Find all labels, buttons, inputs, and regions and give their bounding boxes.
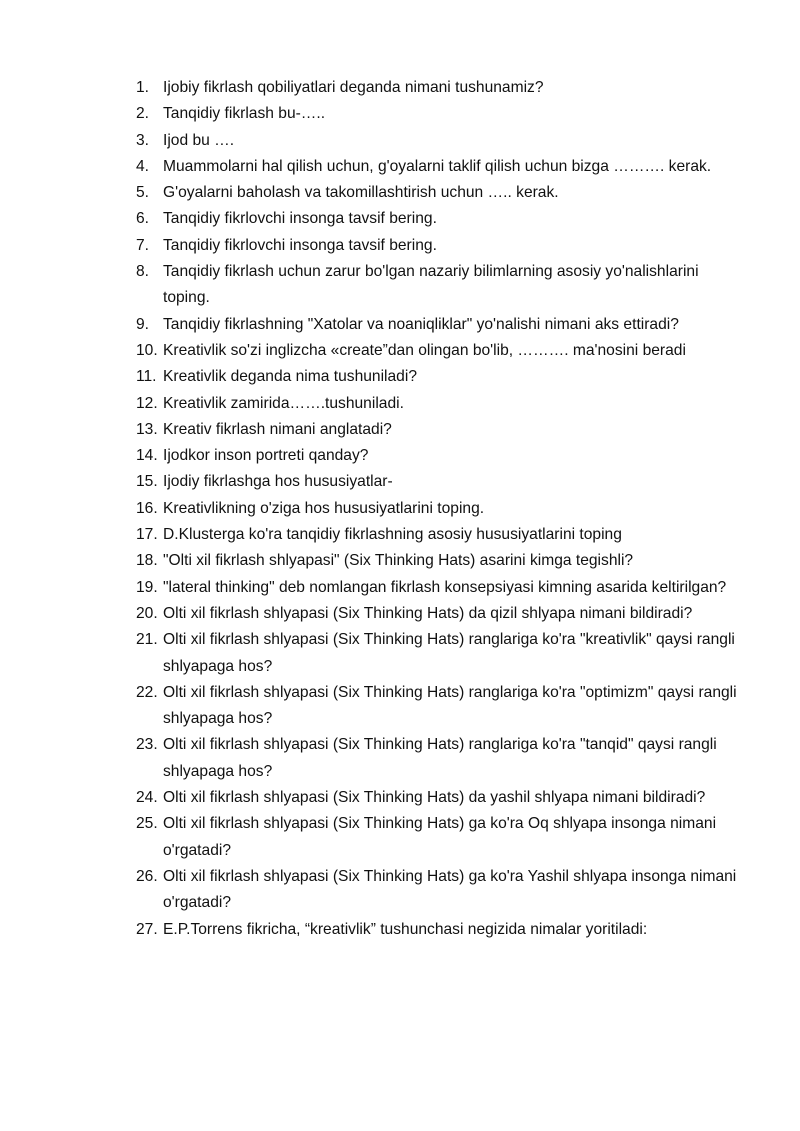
question-item bbox=[136, 627, 746, 680]
question-number: 1. bbox=[136, 79, 150, 96]
question-text: Kreativlik zamirida…….tushuniladi. bbox=[163, 394, 404, 412]
question-number: 13. bbox=[136, 420, 158, 438]
question-item bbox=[136, 206, 746, 232]
question-item bbox=[136, 443, 746, 469]
question-number: 14. bbox=[136, 447, 158, 465]
question-text: Tanqidiy fikrlovchi insonga tavsif bering. bbox=[163, 210, 437, 228]
question-number: 9. bbox=[136, 315, 150, 333]
question-text: Ijobiy fikrlash qobiliyatlari deganda nimani tushunamiz? bbox=[163, 79, 544, 96]
question-item bbox=[136, 338, 746, 364]
question-text: Kreativ fikrlash nimani anglatadi? bbox=[163, 420, 392, 438]
question-text: Olti xil fikrlash shlyapasi (Six Thinking Hats) da yashil shlyapa nimani bildiradi? bbox=[163, 789, 706, 807]
question-text: Tanqidiy fikrlash bu-….. bbox=[163, 105, 326, 123]
question-item bbox=[136, 548, 746, 574]
question-text: Ijodiy fikrlashga hos hususiyatlar- bbox=[163, 473, 393, 491]
question-number: 15. bbox=[136, 473, 158, 491]
question-item bbox=[136, 469, 746, 495]
question-text: Olti xil fikrlash shlyapasi (Six Thinking Hats) ranglariga ko'ra "kreativlik" qaysi rangli shlyapaga hos? bbox=[163, 631, 735, 675]
question-text: Ijod bu …. bbox=[163, 131, 235, 149]
question-number: 5. bbox=[136, 184, 150, 202]
question-text: Olti xil fikrlash shlyapasi (Six Thinking Hats) ranglariga ko'ra "optimizm" qaysi rangli shlyapaga hos? bbox=[163, 683, 737, 728]
question-text: Tanqidiy fikrlashning "Xatolar va noaniqliklar" yo'nalishi nimani aks ettiradi? bbox=[163, 315, 679, 333]
question-item bbox=[136, 180, 746, 206]
question-number: 4. bbox=[136, 157, 150, 175]
question-number: 23. bbox=[136, 736, 158, 754]
question-number: 22. bbox=[136, 683, 158, 701]
question-item bbox=[136, 575, 746, 601]
question-text: Kreativlikning o'ziga hos hususiyatlarini toping. bbox=[163, 499, 485, 517]
question-item bbox=[136, 128, 746, 154]
question-number: 2. bbox=[136, 105, 150, 123]
question-item bbox=[136, 154, 746, 180]
question-number: 12. bbox=[136, 394, 158, 412]
question-number: 20. bbox=[136, 604, 158, 622]
question-number: 26. bbox=[136, 867, 158, 885]
question-number: 25. bbox=[136, 815, 158, 833]
question-number: 6. bbox=[136, 210, 150, 228]
question-text: "lateral thinking" deb nomlangan fikrlash konsepsiyasi kimning asarida keltirilgan? bbox=[163, 578, 727, 596]
question-item bbox=[136, 864, 746, 917]
question-item bbox=[136, 233, 746, 259]
question-item bbox=[136, 391, 746, 417]
question-number: 10. bbox=[136, 341, 158, 359]
question-text: Olti xil fikrlash shlyapasi (Six Thinking Hats) ranglariga ko'ra "tanqid" qaysi rangli shlyapaga hos? bbox=[163, 736, 717, 780]
question-number: 7. bbox=[136, 236, 150, 254]
question-text: Olti xil fikrlash shlyapasi (Six Thinking Hats) ga ko'ra Yashil shlyapa insonga nimani o'rgatadi? bbox=[163, 867, 737, 912]
question-text: Kreativlik deganda nima tushuniladi? bbox=[163, 368, 417, 386]
question-text: G'oyalarni baholash va takomillashtirish uchun ….. kerak. bbox=[163, 184, 559, 202]
question-item bbox=[136, 259, 746, 312]
question-text: Tanqidiy fikrlovchi insonga tavsif bering. bbox=[163, 236, 437, 254]
question-number: 3. bbox=[136, 131, 150, 149]
question-item bbox=[136, 680, 746, 733]
question-number: 21. bbox=[136, 631, 158, 649]
question-number: 16. bbox=[136, 499, 158, 517]
question-text: E.P.Torrens fikricha, “kreativlik” tushunchasi negizida nimalar yoritiladi: bbox=[163, 920, 648, 938]
question-item bbox=[136, 496, 746, 522]
question-item bbox=[136, 101, 746, 127]
question-list bbox=[136, 75, 746, 943]
question-text: Ijodkor inson portreti qanday? bbox=[163, 447, 369, 465]
question-text: D.Klusterga ko'ra tanqidiy fikrlashning asosiy hususiyatlarini toping bbox=[163, 526, 622, 544]
question-text: Olti xil fikrlash shlyapasi (Six Thinking Hats) da qizil shlyapa nimani bildiradi? bbox=[163, 604, 693, 622]
question-number: 24. bbox=[136, 789, 158, 807]
question-text: Muammolarni hal qilish uchun, g'oyalarni taklif qilish uchun bizga ………. kerak. bbox=[163, 157, 712, 175]
question-text: Kreativlik so'zi inglizcha «create”dan olingan bo'lib, ………. ma'nosini beradi bbox=[163, 341, 686, 359]
question-number: 17. bbox=[136, 526, 158, 544]
question-item bbox=[136, 364, 746, 390]
question-item bbox=[136, 75, 746, 101]
question-number: 8. bbox=[136, 263, 150, 281]
question-item bbox=[136, 601, 746, 627]
question-item bbox=[136, 312, 746, 338]
question-text: Olti xil fikrlash shlyapasi (Six Thinking Hats) ga ko'ra Oq shlyapa insonga nimani o'rgatadi? bbox=[163, 815, 717, 859]
question-item bbox=[136, 417, 746, 443]
question-item bbox=[136, 732, 746, 785]
question-item bbox=[136, 785, 746, 811]
question-text: Tanqidiy fikrlash uchun zarur bo'lgan nazariy bilimlarning asosiy yo'nalishlarini toping. bbox=[163, 263, 699, 307]
question-text: "Olti xil fikrlash shlyapasi" (Six Thinking Hats) asarini kimga tegishli? bbox=[163, 552, 634, 570]
question-number: 11. bbox=[136, 368, 157, 386]
question-item bbox=[136, 811, 746, 864]
question-number: 18. bbox=[136, 552, 158, 570]
question-number: 19. bbox=[136, 578, 158, 596]
question-item bbox=[136, 522, 746, 548]
question-item bbox=[136, 917, 746, 943]
question-number: 27. bbox=[136, 920, 158, 938]
